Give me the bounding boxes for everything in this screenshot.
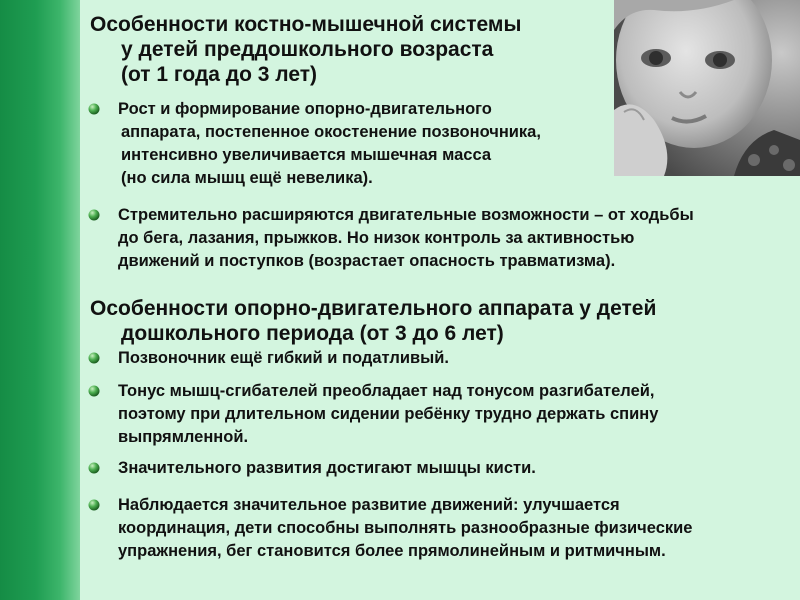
list-item	[88, 204, 694, 273]
list-item-line: Наблюдается значительное развитие движений: улучшается	[118, 496, 620, 514]
section1-title	[90, 12, 521, 87]
list-item-line: аппарата, постепенное окостенение позвоночника,	[121, 123, 541, 141]
green-sphere-bullet-icon	[88, 352, 100, 364]
list-item-line: Стремительно расширяются двигательные возможности – от ходьбы	[118, 206, 694, 224]
list-item-line: координация, дети способны выполнять разнообразные физические	[118, 519, 693, 537]
green-sphere-bullet-icon	[88, 209, 100, 221]
list-item	[88, 494, 692, 563]
list-item-line: движений и поступков (возрастает опасность травматизма).	[118, 252, 616, 270]
list-item-line: поэтому при длительном сидении ребёнку трудно держать спину	[118, 405, 659, 423]
list-item	[88, 380, 658, 449]
green-sphere-bullet-icon	[88, 462, 100, 474]
green-sphere-bullet-icon	[88, 385, 100, 397]
list-item-line: Рост и формирование опорно-двигательного	[118, 100, 492, 118]
section2-title	[90, 296, 656, 346]
list-item	[88, 98, 541, 190]
list-item-line: Значительного развития достигают мышцы кисти.	[118, 459, 536, 477]
list-item-line: до бега, лазания, прыжков. Но низок контроль за активностью	[118, 229, 635, 247]
green-sphere-bullet-icon	[88, 499, 100, 511]
left-green-bar	[0, 0, 80, 600]
list-item-line: интенсивно увеличивается мышечная масса	[121, 146, 492, 164]
list-item	[88, 457, 536, 480]
child-photo	[614, 0, 800, 176]
list-item-line: (но сила мышц ещё невелика).	[121, 169, 373, 187]
section1-title-line: Особенности костно-мышечной системы	[90, 13, 522, 36]
list-item-line: Позвоночник ещё гибкий и податливый.	[118, 349, 449, 367]
list-item-line: Тонус мышц-сгибателей преобладает над тонусом разгибателей,	[118, 382, 655, 400]
section2-title-line: Особенности опорно-двигательного аппарата у детей	[90, 297, 657, 320]
list-item	[88, 347, 449, 370]
list-item-line: выпрямленной.	[118, 428, 249, 446]
section1-title-line: (от 1 года до 3 лет)	[121, 63, 318, 86]
section2-title-line: дошкольного периода (от 3 до 6 лет)	[121, 322, 504, 345]
green-sphere-bullet-icon	[88, 103, 100, 115]
section1-title-line: у детей преддошкольного возраста	[121, 38, 494, 61]
list-item-line: упражнения, бег становится более прямолинейным и ритмичным.	[118, 542, 666, 560]
